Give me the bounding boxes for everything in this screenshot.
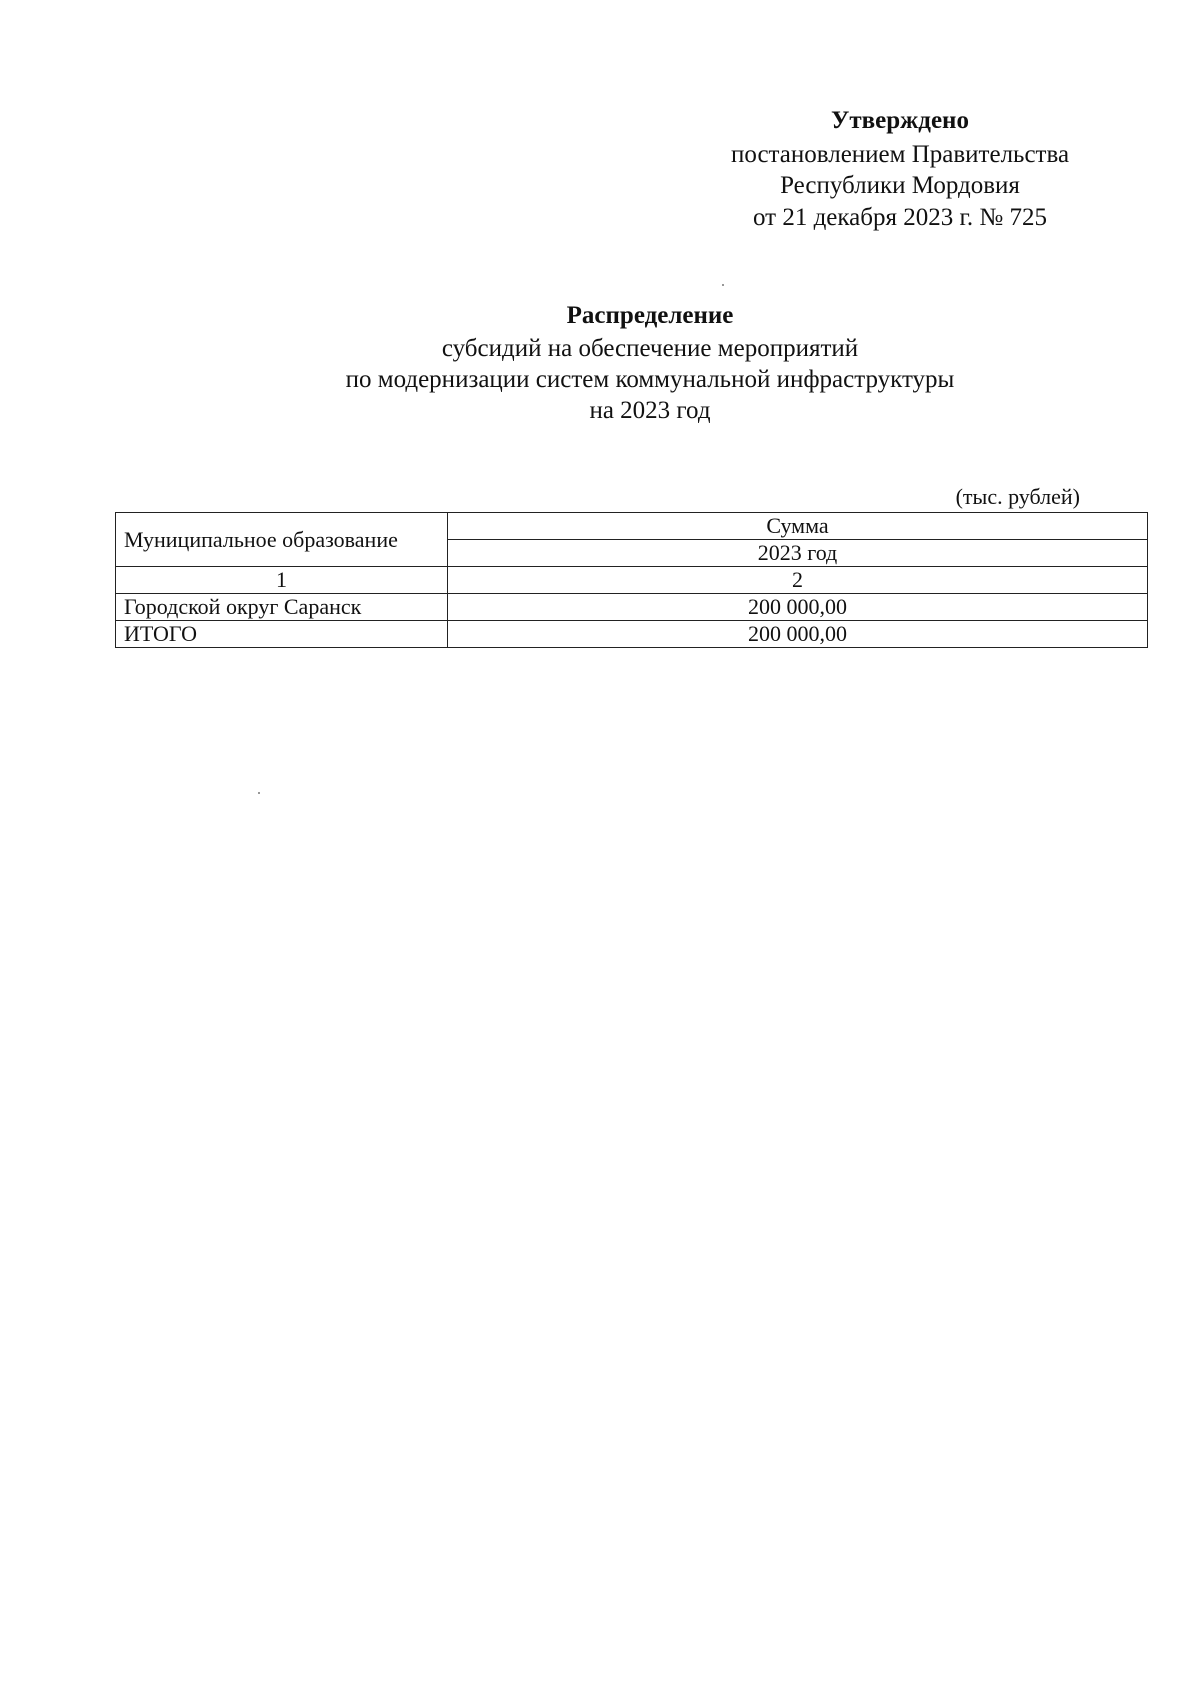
scan-speck [258, 792, 260, 794]
header-sum: Сумма [448, 513, 1148, 540]
document-subtitle-line-1: субсидий на обеспечение мероприятий [441, 335, 859, 362]
column-number-1: 1 [116, 567, 448, 594]
document-title: Распределение [566, 302, 734, 329]
units-label: (тыс. рублей) [955, 484, 1080, 509]
approval-line-date: от 21 декабря 2023 г. № 725 [752, 204, 1048, 231]
document-subtitle-line-2: по модернизации систем коммунальной инфраструктуры [345, 366, 955, 393]
row-municipality-name: Городской округ Саранск [116, 594, 448, 621]
approval-title: Утверждено [831, 107, 969, 134]
table-total-row [116, 621, 1148, 648]
table-column-numbers-row [116, 567, 1148, 594]
header-municipality: Муниципальное образование [116, 513, 448, 567]
column-number-2: 2 [448, 567, 1148, 594]
document-subtitle-line-3: на 2023 год [589, 397, 711, 424]
scan-speck [722, 284, 724, 286]
row-amount: 200 000,00 [448, 594, 1148, 621]
table-row [116, 594, 1148, 621]
total-amount: 200 000,00 [448, 621, 1148, 648]
table-header-row [116, 513, 1148, 540]
distribution-table [115, 512, 1148, 648]
approval-line-republic: Республики Мордовия [780, 172, 1020, 199]
approval-line-decree: постановлением Правительства [730, 141, 1070, 168]
header-year: 2023 год [448, 540, 1148, 567]
total-label: ИТОГО [116, 621, 448, 648]
